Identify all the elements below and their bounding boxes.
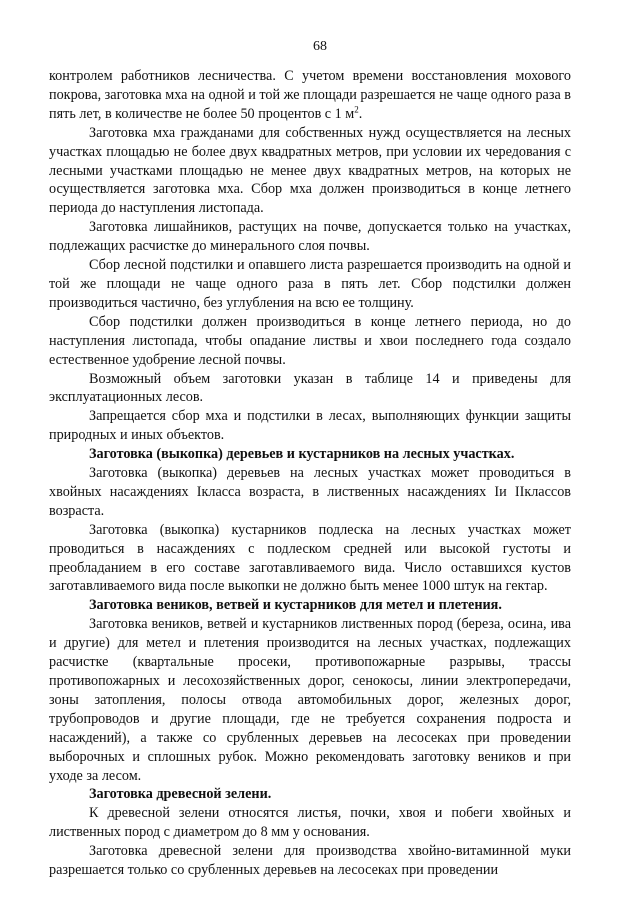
- paragraph-text: Заготовка (выкопка) деревьев на лесных участках может проводиться в хвойных насаждениях Iкласса возраста, в лиственных насаждениях Iи IIклассов возраста.: [49, 465, 571, 519]
- section-heading: [49, 445, 571, 464]
- paragraph: [49, 218, 571, 256]
- paragraph-text: Запрещается сбор мха и подстилки в лесах, выполняющих функции защиты природных и иных объектов.: [49, 408, 571, 444]
- paragraph: [49, 464, 571, 521]
- paragraph: [49, 521, 571, 597]
- paragraph-text: Заготовка древесной зелени.: [89, 786, 272, 803]
- document-body: [49, 67, 571, 880]
- paragraph: [49, 370, 571, 408]
- section-heading: [49, 785, 571, 804]
- paragraph-text: Сбор лесной подстилки и опавшего листа разрешается производить на одной и той же площади не чаще одного раза в пять лет. Сбор подстилки должен производиться частично, без углубления на всю ее толщину.: [49, 257, 571, 311]
- paragraph-text: Заготовка (выкопка) кустарников подлеска на лесных участках может проводиться в насаждениях с подлеском средней или высокой густоты и преобладанием в его составе заготавливаемого вида. Число оставшихся кустов заготавливаемого вида после выкопки не должно быть менее 1000 штук на гектар.: [49, 521, 571, 595]
- paragraph-text: Заготовка древесной зелени для производства хвойно-витаминной муки разрешается только со срубленных деревьев на лесосеках при проведении: [49, 843, 571, 879]
- paragraph: [49, 124, 571, 219]
- paragraph-text: Заготовка веников, ветвей и кустарников лиственных пород (береза, осина, ива и другие) для метел и плетения производится на лесных участках, подлежащих расчистке (квартальные просеки, противопожарные разрывы, трассы противопожарных и лесохозяйственных дорог, сенокосы, линии электропередачи, зоны затопления, полосы отвода автомобильных дорог, железных дорог, трубопроводов и другие площади, где не требуется сохранения подроста и насаждений), а также со срубленных деревьев на лесосеках при проведении выборочных и сплошных рубок. Можно рекомендовать заготовку веников и при уходе за лесом.: [49, 616, 571, 784]
- paragraph: [49, 804, 571, 842]
- paragraph-text: Возможный объем заготовки указан в таблице 14 и приведены для эксплуатационных лесов.: [49, 370, 571, 406]
- page-number: 68: [313, 39, 327, 54]
- paragraph-text: Сбор подстилки должен производиться в конце летнего периода, но до наступления листопада, чтобы опадание листвы и хвои последнего года создало естественное удобрение лесной почвы.: [49, 313, 571, 368]
- paragraph: [49, 842, 571, 880]
- paragraph-text: Заготовка лишайников, растущих на почве, допускается только на участках, подлежащих расчистке до минерального слоя почвы.: [49, 219, 571, 255]
- paragraph-text: К древесной зелени относятся листья, почки, хвоя и побеги хвойных и лиственных пород с диаметром до 8 мм у основания.: [49, 805, 571, 841]
- paragraph-text: контролем работников лесничества. С учетом времени восстановления мохового покрова, заготовка мха на одной и той же площади разрешается не чаще одного раза в пять лет, в количестве не более 50 процентов с 1 м: [49, 68, 571, 122]
- paragraph-tail: .: [358, 105, 363, 122]
- paragraph-text: Заготовка веников, ветвей и кустарников для метел и плетения.: [89, 597, 502, 614]
- paragraph: [49, 615, 571, 785]
- superscript: 2: [354, 104, 359, 115]
- paragraph-text: Заготовка (выкопка) деревьев и кустарников на лесных участках.: [89, 446, 515, 463]
- paragraph: [49, 256, 571, 313]
- paragraph-text: Заготовка мха гражданами для собственных нужд осуществляется на лесных участках площадью не более двух квадратных метров, при условии их чередования с лесными участками площадью не менее двух квадратных метров, на которых не осуществляется заготовка мха. Сбор мха должен производиться в конце летнего периода до наступления листопада.: [49, 124, 571, 217]
- paragraph: [49, 67, 571, 124]
- section-heading: [49, 596, 571, 615]
- paragraph: [49, 407, 571, 445]
- paragraph: [49, 313, 571, 370]
